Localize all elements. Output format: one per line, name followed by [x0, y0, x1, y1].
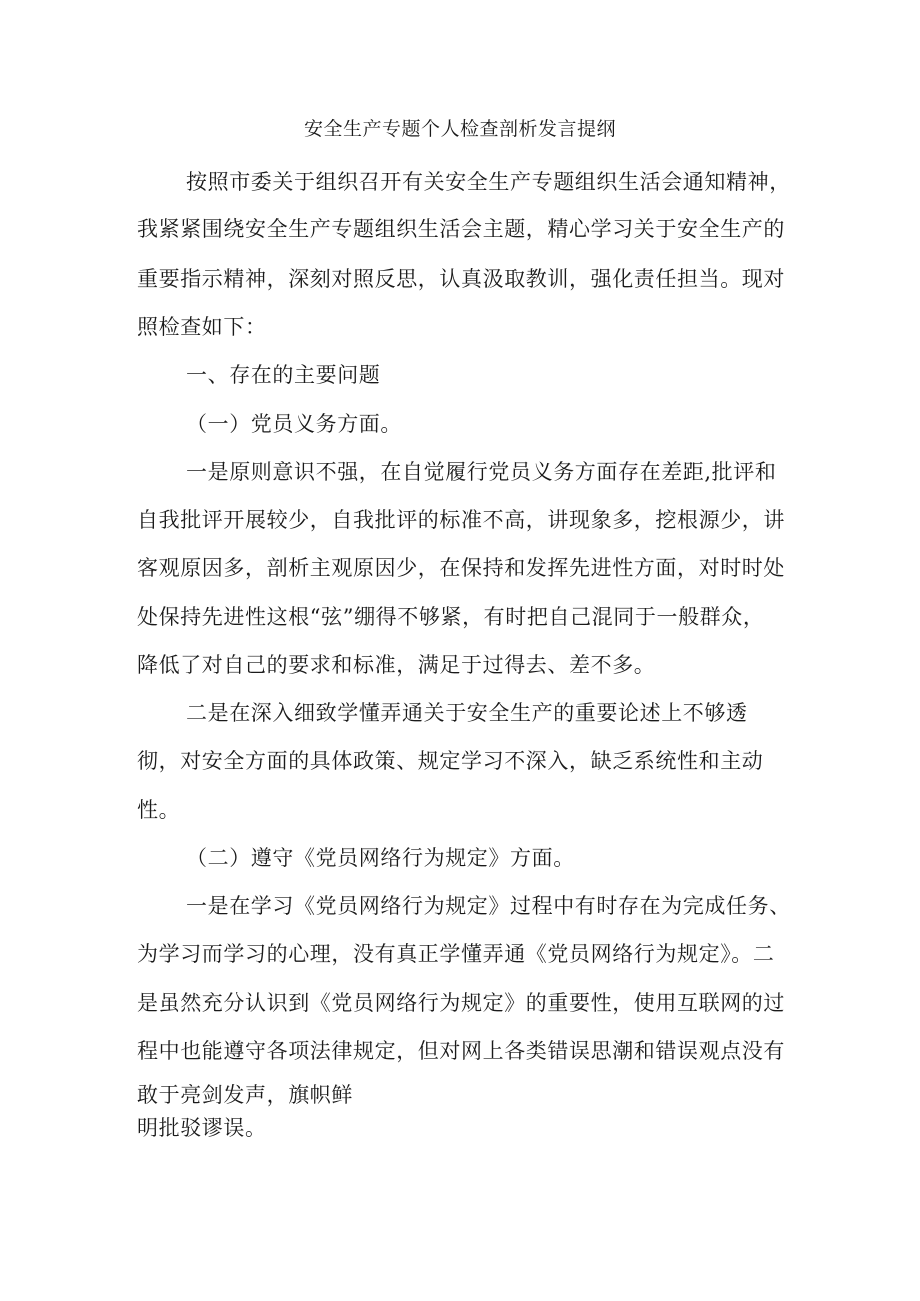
subsection-heading-2: （二）遵守《党员网络行为规定》方面。 [186, 846, 575, 870]
sub2-para1-line-3: 是虽然充分认识到《党员网络行为规定》的重要性，使用互联网的过 [137, 991, 785, 1015]
sub1-para2-line-2: 彻，对安全方面的具体政策、规定学习不深入，缺乏系统性和主动 [137, 749, 764, 773]
sub1-para1-line-5: 降低了对自己的要求和标准，满足于过得去、差不多。 [137, 653, 656, 677]
sub1-para2-line-1: 二是在深入细致学懂弄通关于安全生产的重要论述上不够透 [186, 701, 748, 725]
subsection-heading-1: （一）党员义务方面。 [186, 412, 402, 436]
sub1-para2-line-3: 性。 [137, 798, 181, 822]
sub1-para1-line-4: 处保持先进性这根“弦”绷得不够紧，有时把自己混同于一般群众， [137, 605, 765, 629]
sub1-para1-line-3: 客观原因多，剖析主观原因少，在保持和发挥先进性方面，对时时处 [137, 556, 785, 580]
intro-line-3: 重要指示精神，深刻对照反思，认真汲取教训，强化责任担当。现对 [137, 267, 785, 291]
sub2-para1-line-4: 程中也能遵守各项法律规定，但对网上各类错误思潮和错误观点没有 [137, 1039, 785, 1063]
document-title: 安全生产专题个人检查剖析发言提纲 [303, 118, 616, 140]
sub2-para1-line-6: 明批驳谬误。 [137, 1116, 267, 1140]
sub2-para1-line-2: 为学习而学习的心理，没有真正学懂弄通《党员网络行为规定》。二 [137, 942, 775, 966]
section-heading: 一、存在的主要问题 [186, 363, 381, 387]
intro-line-4: 照检查如下： [137, 315, 267, 339]
sub1-para1-line-1: 一是原则意识不强，在自觉履行党员义务方面存在差距,批评和 [186, 460, 777, 484]
sub2-para1-line-5: 敢于亮剑发声，旗帜鲜 [137, 1083, 353, 1107]
sub1-para1-line-2: 自我批评开展较少，自我批评的标准不高，讲现象多，挖根源少，讲 [137, 508, 785, 532]
sub2-para1-line-1: 一是在学习《党员网络行为规定》过程中有时存在为完成任务、 [186, 894, 791, 918]
intro-line-1: 按照市委关于组织召开有关安全生产专题组织生活会通知精神， [186, 170, 791, 194]
intro-line-2: 我紧紧围绕安全生产专题组织生活会主题，精心学习关于安全生产的 [137, 217, 785, 241]
